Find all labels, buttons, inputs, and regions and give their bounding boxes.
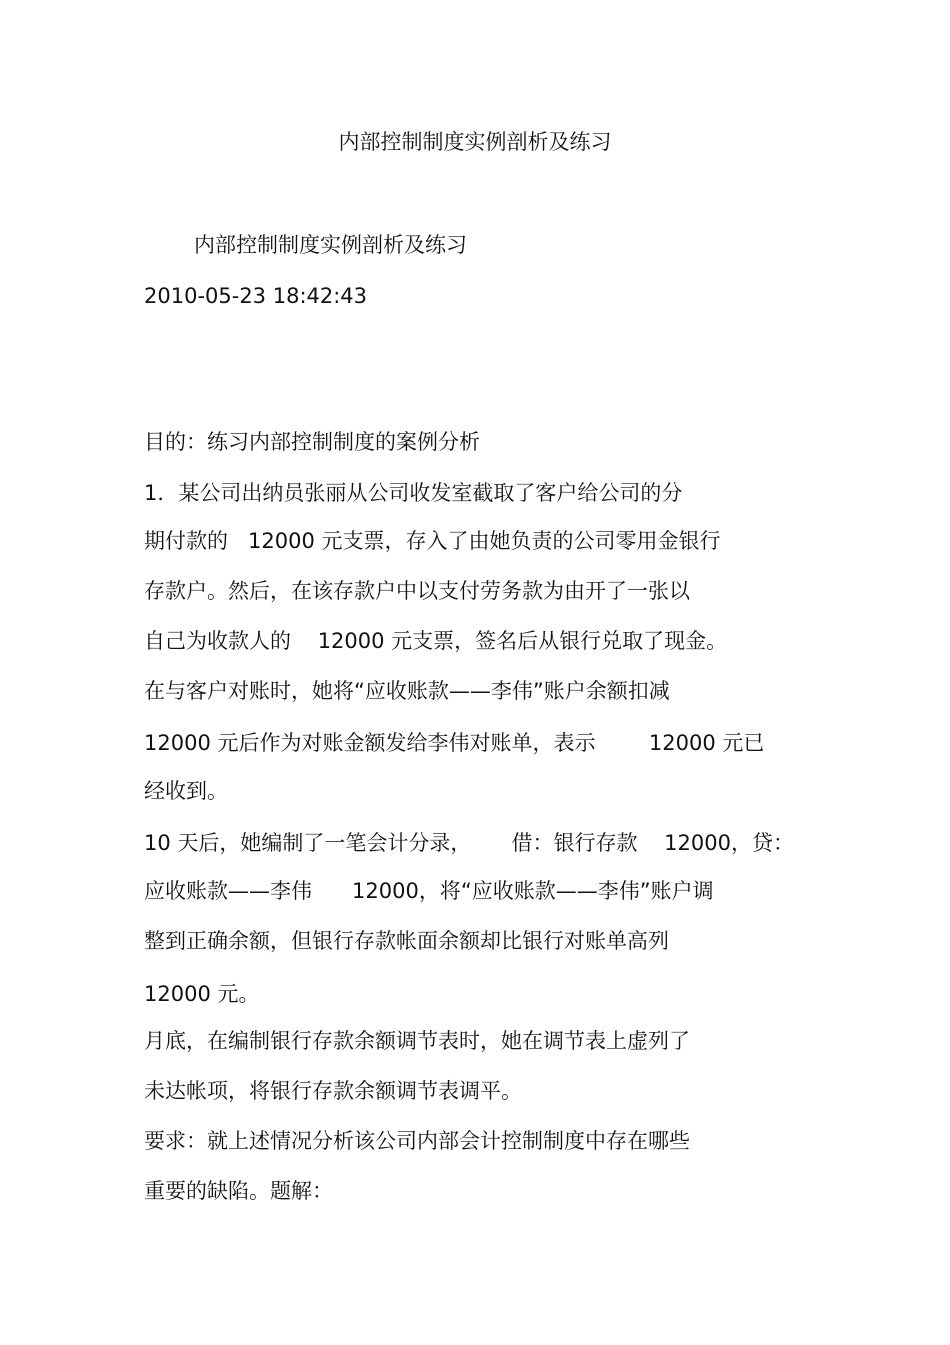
paragraph-line: 期付款的 12000 元支票，存入了由她负责的公司零用金银行 (144, 529, 721, 553)
requirement-line: 要求：就上述情况分析该公司内部会计控制制度中存在哪些 (144, 1129, 690, 1153)
paragraph-line: 整到正确余额，但银行存款帐面余额却比银行对账单高列 (144, 929, 669, 953)
paragraph-line: 1．某公司出纳员张丽从公司收发室截取了客户给公司的分 (144, 481, 683, 505)
paragraph-line: 月底，在编制银行存款余额调节表时，她在调节表上虚列了 (144, 1029, 690, 1053)
document-title: 内部控制制度实例剖析及练习 (338, 130, 612, 154)
paragraph-line: 经收到。 (144, 779, 228, 803)
purpose-line: 目的：练习内部控制制度的案例分析 (144, 430, 480, 454)
paragraph-line: 自己为收款人的 12000 元支票，签名后从银行兑取了现金。 (144, 629, 728, 653)
paragraph-line: 12000 元。 (144, 982, 260, 1006)
paragraph-line: 12000 元后作为对账金额发给李伟对账单，表示 12000 元已 (144, 731, 765, 755)
paragraph-line: 10 天后，她编制了一笔会计分录， 借：银行存款 12000，贷： (144, 831, 794, 855)
paragraph-line: 存款户。然后，在该存款户中以支付劳务款为由开了一张以 (144, 579, 690, 603)
paragraph-line: 未达帐项，将银行存款余额调节表调平。 (144, 1079, 522, 1103)
document-date: 2010-05-23 18:42:43 (144, 284, 368, 308)
paragraph-line: 应收账款——李伟 12000，将“应收账款——李伟”账户调 (144, 879, 714, 903)
requirement-line: 重要的缺陷。题解： (144, 1179, 333, 1203)
paragraph-line: 在与客户对账时，她将“应收账款——李伟”账户余额扣减 (144, 679, 670, 703)
document-subtitle: 内部控制制度实例剖析及练习 (194, 233, 467, 257)
